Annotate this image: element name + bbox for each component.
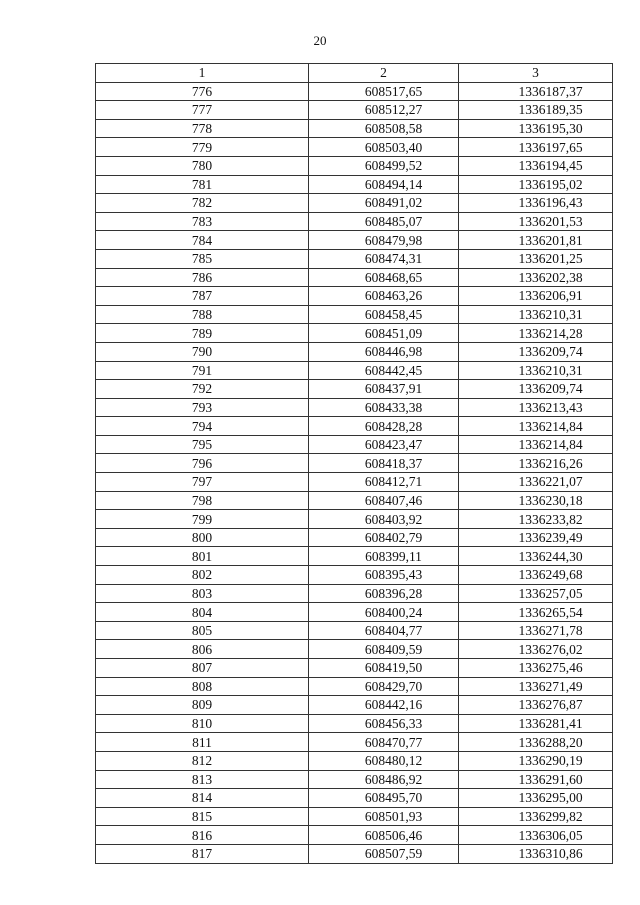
table-row: [96, 287, 613, 306]
cell-point-number: 789: [96, 324, 309, 343]
table-row: [96, 510, 613, 529]
cell-coordinate-y: 1336290,19: [459, 751, 613, 770]
table-header: [96, 64, 613, 83]
cell-coordinate-y: 1336214,84: [459, 435, 613, 454]
cell-coordinate-y: 1336306,05: [459, 826, 613, 845]
cell-coordinate-x: 608458,45: [309, 305, 459, 324]
cell-coordinate-x: 608407,46: [309, 491, 459, 510]
table-row: [96, 175, 613, 194]
table-row: [96, 659, 613, 678]
cell-point-number: 798: [96, 491, 309, 510]
cell-point-number: 785: [96, 249, 309, 268]
cell-coordinate-y: 1336194,45: [459, 156, 613, 175]
cell-coordinate-x: 608423,47: [309, 435, 459, 454]
cell-coordinate-y: 1336187,37: [459, 82, 613, 101]
table-row: [96, 212, 613, 231]
cell-point-number: 816: [96, 826, 309, 845]
cell-coordinate-x: 608494,14: [309, 175, 459, 194]
table-row: [96, 435, 613, 454]
table-row: [96, 194, 613, 213]
cell-coordinate-y: 1336214,28: [459, 324, 613, 343]
cell-coordinate-y: 1336276,87: [459, 696, 613, 715]
cell-coordinate-x: 608503,40: [309, 138, 459, 157]
cell-point-number: 782: [96, 194, 309, 213]
cell-coordinate-x: 608429,70: [309, 677, 459, 696]
cell-point-number: 779: [96, 138, 309, 157]
cell-point-number: 787: [96, 287, 309, 306]
table-row: [96, 714, 613, 733]
table-row: [96, 547, 613, 566]
table-row: [96, 677, 613, 696]
cell-coordinate-y: 1336299,82: [459, 807, 613, 826]
cell-coordinate-y: 1336257,05: [459, 584, 613, 603]
cell-coordinate-x: 608428,28: [309, 417, 459, 436]
cell-point-number: 810: [96, 714, 309, 733]
cell-coordinate-x: 608508,58: [309, 119, 459, 138]
cell-coordinate-y: 1336206,91: [459, 287, 613, 306]
table-row: [96, 454, 613, 473]
cell-coordinate-y: 1336249,68: [459, 566, 613, 585]
cell-coordinate-x: 608456,33: [309, 714, 459, 733]
cell-coordinate-y: 1336239,49: [459, 528, 613, 547]
cell-coordinate-x: 608491,02: [309, 194, 459, 213]
table-row: [96, 789, 613, 808]
table-row: [96, 361, 613, 380]
cell-point-number: 802: [96, 566, 309, 585]
cell-point-number: 817: [96, 844, 309, 863]
cell-coordinate-x: 608412,71: [309, 473, 459, 492]
cell-coordinate-x: 608470,77: [309, 733, 459, 752]
cell-coordinate-x: 608437,91: [309, 380, 459, 399]
table-row: [96, 417, 613, 436]
cell-coordinate-y: 1336197,65: [459, 138, 613, 157]
cell-coordinate-y: 1336216,26: [459, 454, 613, 473]
table-row: [96, 807, 613, 826]
cell-coordinate-y: 1336295,00: [459, 789, 613, 808]
cell-coordinate-x: 608418,37: [309, 454, 459, 473]
cell-coordinate-y: 1336271,49: [459, 677, 613, 696]
cell-point-number: 794: [96, 417, 309, 436]
cell-point-number: 797: [96, 473, 309, 492]
cell-point-number: 784: [96, 231, 309, 250]
header-col-1: 1: [96, 64, 309, 83]
cell-coordinate-y: 1336210,31: [459, 361, 613, 380]
cell-coordinate-x: 608419,50: [309, 659, 459, 678]
table-row: [96, 231, 613, 250]
table-row: [96, 268, 613, 287]
table-row: [96, 696, 613, 715]
cell-coordinate-y: 1336281,41: [459, 714, 613, 733]
table-row: [96, 770, 613, 789]
cell-coordinate-y: 1336230,18: [459, 491, 613, 510]
cell-coordinate-x: 608512,27: [309, 101, 459, 120]
cell-coordinate-y: 1336209,74: [459, 380, 613, 399]
cell-coordinate-x: 608468,65: [309, 268, 459, 287]
header-col-2: 2: [309, 64, 459, 83]
cell-point-number: 805: [96, 621, 309, 640]
cell-point-number: 776: [96, 82, 309, 101]
cell-coordinate-x: 608399,11: [309, 547, 459, 566]
table-body: [96, 82, 613, 863]
table-row: [96, 528, 613, 547]
cell-point-number: 813: [96, 770, 309, 789]
header-col-3: 3: [459, 64, 613, 83]
cell-coordinate-y: 1336189,35: [459, 101, 613, 120]
cell-coordinate-x: 608517,65: [309, 82, 459, 101]
table-row: [96, 305, 613, 324]
cell-coordinate-y: 1336210,31: [459, 305, 613, 324]
cell-coordinate-y: 1336195,02: [459, 175, 613, 194]
cell-coordinate-y: 1336310,86: [459, 844, 613, 863]
cell-coordinate-y: 1336201,25: [459, 249, 613, 268]
cell-coordinate-x: 608403,92: [309, 510, 459, 529]
table-row: [96, 324, 613, 343]
cell-coordinate-x: 608499,52: [309, 156, 459, 175]
cell-coordinate-y: 1336265,54: [459, 603, 613, 622]
cell-coordinate-y: 1336276,02: [459, 640, 613, 659]
table-row: [96, 138, 613, 157]
table-row: [96, 640, 613, 659]
table-row: [96, 566, 613, 585]
cell-coordinate-x: 608485,07: [309, 212, 459, 231]
cell-point-number: 814: [96, 789, 309, 808]
cell-coordinate-x: 608451,09: [309, 324, 459, 343]
cell-coordinate-x: 608501,93: [309, 807, 459, 826]
cell-point-number: 807: [96, 659, 309, 678]
cell-coordinate-x: 608480,12: [309, 751, 459, 770]
table-row: [96, 342, 613, 361]
cell-coordinate-y: 1336221,07: [459, 473, 613, 492]
cell-coordinate-y: 1336213,43: [459, 398, 613, 417]
cell-coordinate-x: 608446,98: [309, 342, 459, 361]
cell-coordinate-y: 1336214,84: [459, 417, 613, 436]
table-row: [96, 249, 613, 268]
cell-coordinate-x: 608495,70: [309, 789, 459, 808]
table-row: [96, 380, 613, 399]
cell-coordinate-x: 608474,31: [309, 249, 459, 268]
table-row: [96, 101, 613, 120]
cell-point-number: 778: [96, 119, 309, 138]
cell-coordinate-y: 1336291,60: [459, 770, 613, 789]
cell-coordinate-x: 608396,28: [309, 584, 459, 603]
cell-coordinate-y: 1336196,43: [459, 194, 613, 213]
cell-coordinate-y: 1336201,81: [459, 231, 613, 250]
cell-point-number: 803: [96, 584, 309, 603]
cell-coordinate-x: 608404,77: [309, 621, 459, 640]
coordinates-table: [95, 63, 613, 864]
table-row: [96, 584, 613, 603]
cell-point-number: 780: [96, 156, 309, 175]
cell-coordinate-x: 608409,59: [309, 640, 459, 659]
table-row: [96, 844, 613, 863]
cell-point-number: 777: [96, 101, 309, 120]
cell-point-number: 809: [96, 696, 309, 715]
table-row: [96, 826, 613, 845]
cell-coordinate-x: 608479,98: [309, 231, 459, 250]
cell-coordinate-x: 608506,46: [309, 826, 459, 845]
table-row: [96, 621, 613, 640]
table-row: [96, 603, 613, 622]
cell-point-number: 788: [96, 305, 309, 324]
cell-coordinate-x: 608486,92: [309, 770, 459, 789]
table-row: [96, 473, 613, 492]
cell-coordinate-y: 1336195,30: [459, 119, 613, 138]
table-row: [96, 82, 613, 101]
table-row: [96, 398, 613, 417]
cell-point-number: 783: [96, 212, 309, 231]
cell-point-number: 781: [96, 175, 309, 194]
table-row: [96, 156, 613, 175]
cell-coordinate-x: 608507,59: [309, 844, 459, 863]
cell-coordinate-x: 608442,45: [309, 361, 459, 380]
page-number: 20: [313, 33, 327, 48]
table-row: [96, 491, 613, 510]
header-row: [96, 64, 613, 83]
cell-point-number: 808: [96, 677, 309, 696]
cell-point-number: 815: [96, 807, 309, 826]
cell-coordinate-y: 1336233,82: [459, 510, 613, 529]
cell-coordinate-y: 1336201,53: [459, 212, 613, 231]
cell-coordinate-y: 1336275,46: [459, 659, 613, 678]
cell-point-number: 804: [96, 603, 309, 622]
cell-point-number: 801: [96, 547, 309, 566]
table-row: [96, 751, 613, 770]
cell-coordinate-y: 1336288,20: [459, 733, 613, 752]
cell-point-number: 812: [96, 751, 309, 770]
cell-coordinate-x: 608442,16: [309, 696, 459, 715]
cell-point-number: 806: [96, 640, 309, 659]
table-row: [96, 733, 613, 752]
cell-coordinate-x: 608400,24: [309, 603, 459, 622]
cell-coordinate-y: 1336202,38: [459, 268, 613, 287]
cell-point-number: 811: [96, 733, 309, 752]
cell-coordinate-x: 608395,43: [309, 566, 459, 585]
cell-point-number: 786: [96, 268, 309, 287]
cell-point-number: 793: [96, 398, 309, 417]
cell-point-number: 790: [96, 342, 309, 361]
cell-coordinate-y: 1336209,74: [459, 342, 613, 361]
cell-point-number: 791: [96, 361, 309, 380]
cell-coordinate-x: 608463,26: [309, 287, 459, 306]
cell-coordinate-x: 608402,79: [309, 528, 459, 547]
cell-coordinate-y: 1336244,30: [459, 547, 613, 566]
cell-point-number: 795: [96, 435, 309, 454]
cell-point-number: 799: [96, 510, 309, 529]
cell-coordinate-x: 608433,38: [309, 398, 459, 417]
cell-coordinate-y: 1336271,78: [459, 621, 613, 640]
table-row: [96, 119, 613, 138]
cell-point-number: 800: [96, 528, 309, 547]
cell-point-number: 796: [96, 454, 309, 473]
cell-point-number: 792: [96, 380, 309, 399]
